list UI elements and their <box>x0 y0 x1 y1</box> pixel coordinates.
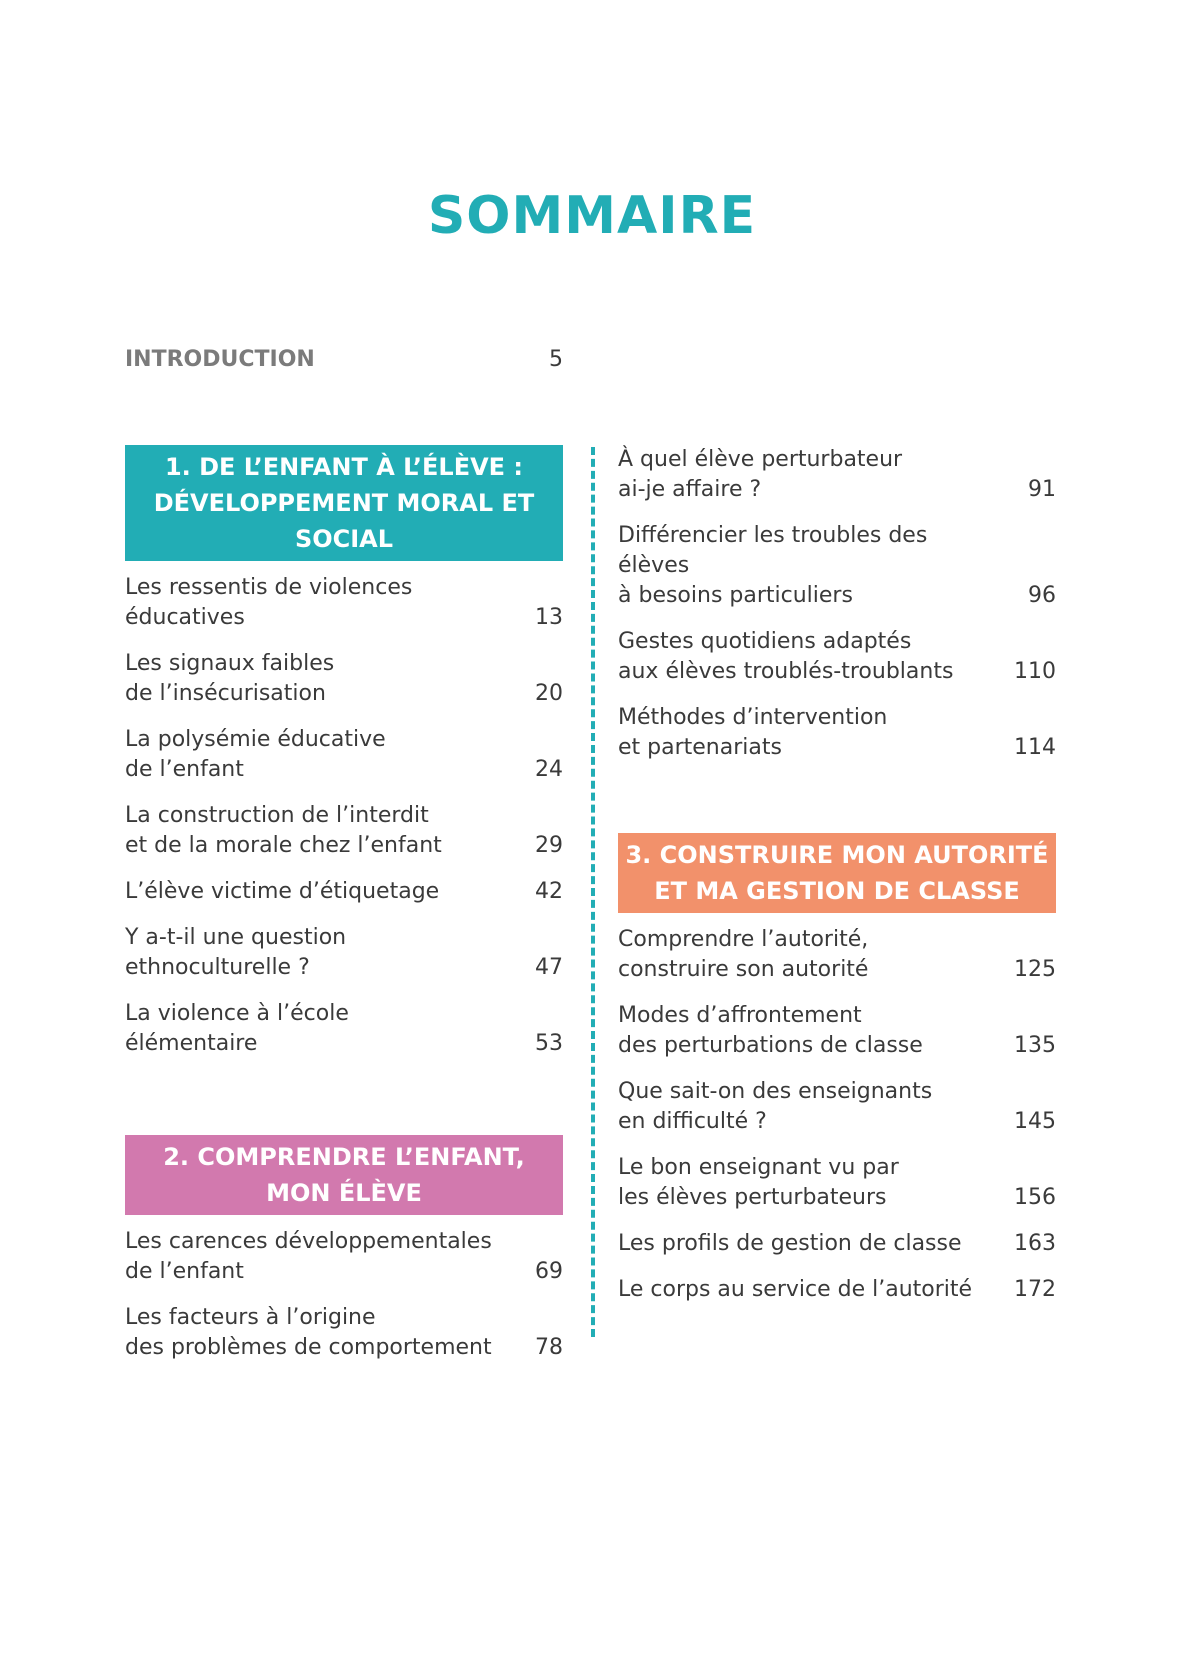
entry-title-line: les élèves perturbateurs <box>618 1185 887 1210</box>
entry-title-line: Comprendre l’autorité, <box>618 927 869 952</box>
toc-entry[interactable] <box>618 1001 1056 1061</box>
toc-entry[interactable] <box>618 627 1056 687</box>
entry-title-line: de l’enfant <box>125 1259 244 1284</box>
entry-page: 24 <box>535 757 563 782</box>
entry-title-line: aux élèves troublés-troublants <box>618 659 954 684</box>
toc-entry[interactable] <box>125 649 563 709</box>
entry-title-line: ethnoculturelle ? <box>125 955 310 980</box>
entry-page: 69 <box>535 1259 563 1284</box>
entry-title-line: et partenariats <box>618 735 782 760</box>
entry-title-line: Le corps au service de l’autorité <box>618 1277 973 1302</box>
entry-page: 145 <box>1014 1109 1056 1134</box>
entry-title-line: et de la morale chez l’enfant <box>125 833 442 858</box>
toc-entry[interactable] <box>125 725 563 785</box>
entry-page: 163 <box>1014 1231 1056 1256</box>
toc-entry[interactable] <box>618 1153 1056 1213</box>
entry-title-line: Que sait-on des enseignants <box>618 1079 933 1104</box>
entry-page: 135 <box>1014 1033 1056 1058</box>
entry-title-line: construire son autorité <box>618 957 869 982</box>
entry-page: 29 <box>535 833 563 858</box>
entry-title-line: L’élève victime d’étiquetage <box>125 879 440 904</box>
entry-title-line: À quel élève perturbateur <box>618 447 903 472</box>
entry-page: 96 <box>1028 583 1056 608</box>
page-title: SOMMAIRE <box>427 186 757 246</box>
entry-page: 47 <box>535 955 563 980</box>
entry-title-line: à besoins particuliers <box>618 583 853 608</box>
toc-entry[interactable] <box>125 877 563 907</box>
toc-entry[interactable] <box>618 445 1056 505</box>
entry-title-line: Modes d’affrontement <box>618 1003 862 1028</box>
part-3-heading-line-2: ET MA GESTION DE CLASSE <box>654 877 1020 905</box>
toc-entry[interactable] <box>618 1229 1056 1259</box>
toc-entry[interactable] <box>125 1303 563 1363</box>
left-column <box>125 445 563 1363</box>
toc-entry[interactable] <box>125 923 563 983</box>
entry-title-line: La violence à l’école <box>125 1001 349 1026</box>
entry-title-line: éducatives <box>125 605 245 630</box>
part-1-heading <box>125 445 563 561</box>
entry-page: 42 <box>535 879 563 904</box>
intro-label: INTRODUCTION <box>125 347 315 372</box>
entry-page: 172 <box>1014 1277 1056 1302</box>
entry-title-line: Les carences développementales <box>125 1229 492 1254</box>
entry-title-line: ai-je affaire ? <box>618 477 762 502</box>
entry-title-line: élémentaire <box>125 1031 258 1056</box>
entry-page: 125 <box>1014 957 1056 982</box>
entry-title-line: Y a-t-il une question <box>125 925 347 950</box>
entry-title-line: Méthodes d’intervention <box>618 705 888 730</box>
entry-page: 110 <box>1014 659 1056 684</box>
intro-entry <box>125 347 563 372</box>
entry-title-line: La construction de l’interdit <box>125 803 429 828</box>
entry-title-line: Gestes quotidiens adaptés <box>618 629 912 654</box>
toc-entry[interactable] <box>125 1227 563 1287</box>
toc-entry[interactable] <box>125 573 563 633</box>
entry-title-line: de l’insécurisation <box>125 681 326 706</box>
entry-title-line: Les facteurs à l’origine <box>125 1305 376 1330</box>
entry-title-line: Différencier les troubles des élèves <box>618 523 928 578</box>
part-3-heading <box>618 833 1056 913</box>
entry-title-line: Les ressentis de violences <box>125 575 413 600</box>
entry-title-line: Le bon enseignant vu par <box>618 1155 899 1180</box>
entry-page: 13 <box>535 605 563 630</box>
entry-title-line: de l’enfant <box>125 757 244 782</box>
toc-entry[interactable] <box>125 999 563 1059</box>
entry-title-line: Les profils de gestion de classe <box>618 1231 962 1256</box>
part-2-heading-line-2: MON ÉLÈVE <box>266 1179 422 1207</box>
entry-page: 114 <box>1014 735 1056 760</box>
entry-title-line: des problèmes de comportement <box>125 1335 492 1360</box>
column-divider <box>591 447 595 1337</box>
part-1-heading-line-2: DÉVELOPPEMENT MORAL ET SOCIAL <box>153 489 535 553</box>
toc-entry[interactable] <box>618 1275 1056 1305</box>
toc-entry[interactable] <box>618 521 1056 611</box>
entry-title-line: La polysémie éducative <box>125 727 386 752</box>
entry-title-line: Les signaux faibles <box>125 651 335 676</box>
part-2-heading <box>125 1135 563 1215</box>
entry-page: 53 <box>535 1031 563 1056</box>
part-3-heading-line-1: 3. CONSTRUIRE MON AUTORITÉ <box>625 841 1049 869</box>
toc-entry[interactable] <box>618 703 1056 763</box>
toc-entry[interactable] <box>618 925 1056 985</box>
intro-page: 5 <box>549 347 563 372</box>
entry-title-line: en difficulté ? <box>618 1109 767 1134</box>
entry-page: 91 <box>1028 477 1056 502</box>
toc-entry[interactable] <box>125 801 563 861</box>
entry-page: 20 <box>535 681 563 706</box>
entry-title-line: des perturbations de classe <box>618 1033 923 1058</box>
toc-entry[interactable] <box>618 1077 1056 1137</box>
part-2-heading-line-1: 2. COMPRENDRE L’ENFANT, <box>163 1143 525 1171</box>
part-1-heading-line-1: 1. DE L’ENFANT À L’ÉLÈVE : <box>164 453 524 481</box>
right-column <box>618 445 1056 1305</box>
entry-page: 78 <box>535 1335 563 1360</box>
entry-page: 156 <box>1014 1185 1056 1210</box>
